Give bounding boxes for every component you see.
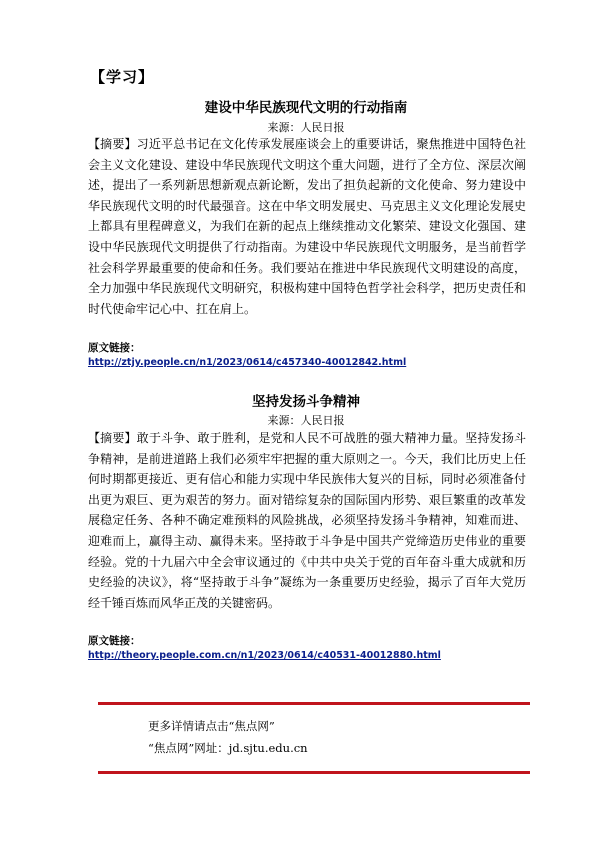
article-2-abstract: 【摘要】敢于斗争、敢于胜利，是党和人民不可战胜的强大精神力量。坚持发扬斗争精神，是前进道路上我们必须牢牢把握的重大原则之一。今天，我们比历史上任何时期都更接近、更有信心和能力实现中华民族伟大复兴的目标，同时必须准备付出更为艰巨、更为艰苦的努力。面对错综复杂的国际国内形势、艰巨繁重的改革发展稳定任务、各种不确定难预料的风险挑战，必须坚持发扬斗争精神，知难而进、迎难而上，赢得主动、赢得未来。坚持敢于斗争是中国共产党缔造历史伟业的重要经验。党的十九届六中全会审议通过的《中共中央关于党的百年奋斗重大成就和历史经验的决议》，将“坚持敢于斗争”凝练为一条重要历史经验，揭示了百年大党历经千锤百炼而风华正茂的关键密码。 [88,431,526,610]
article-1-title: 建设中华民族现代文明的行动指南 [204,100,408,116]
article-1-link[interactable]: http://ztjy.people.cn/n1/2023/0614/c457340-40012842.html [88,357,407,368]
article-2-title: 坚持发扬斗争精神 [252,394,360,410]
footer-top-rule [98,702,530,705]
footer-site-address: “焦点网”网址：jd.sjtu.edu.cn [148,741,308,755]
footer-bottom-rule [98,771,530,774]
footer-more-info: 更多详情请点击“焦点网” [148,719,275,733]
section-label: 【学习】 [90,68,155,86]
article-1-source: 来源：人民日报 [267,121,345,134]
article-2-link[interactable]: http://theory.people.com.cn/n1/2023/0614/c40531-40012880.html [88,650,441,661]
article-1-link-label: 原文链接： [88,342,141,354]
article-2-source: 来源：人民日报 [267,414,345,427]
article-1-abstract: 【摘要】习近平总书记在文化传承发展座谈会上的重要讲话，聚焦推进中国特色社会主义文化建设、建设中华民族现代文明这个重大问题，进行了全方位、深层次阐述，提出了一系列新思想新观点新论断，发出了担负起新的文化使命、努力建设中华民族现代文明的时代最强音。这在中华文明发展史、马克思主义文化理论发展史上都具有里程碑意义，为我们在新的起点上继续推动文化繁荣、建设文化强国、建设中华民族现代文明提供了行动指南。为建设中华民族现代文明服务，是当前哲学社会科学界最重要的使命和任务。我们要站在推进中华民族现代文明建设的高度，全力加强中华民族现代文明研究，积极构建中国特色哲学社会科学，把历史责任和时代使命牢记心中、扛在肩上。 [88,137,526,316]
article-2-link-label: 原文链接： [88,635,141,647]
